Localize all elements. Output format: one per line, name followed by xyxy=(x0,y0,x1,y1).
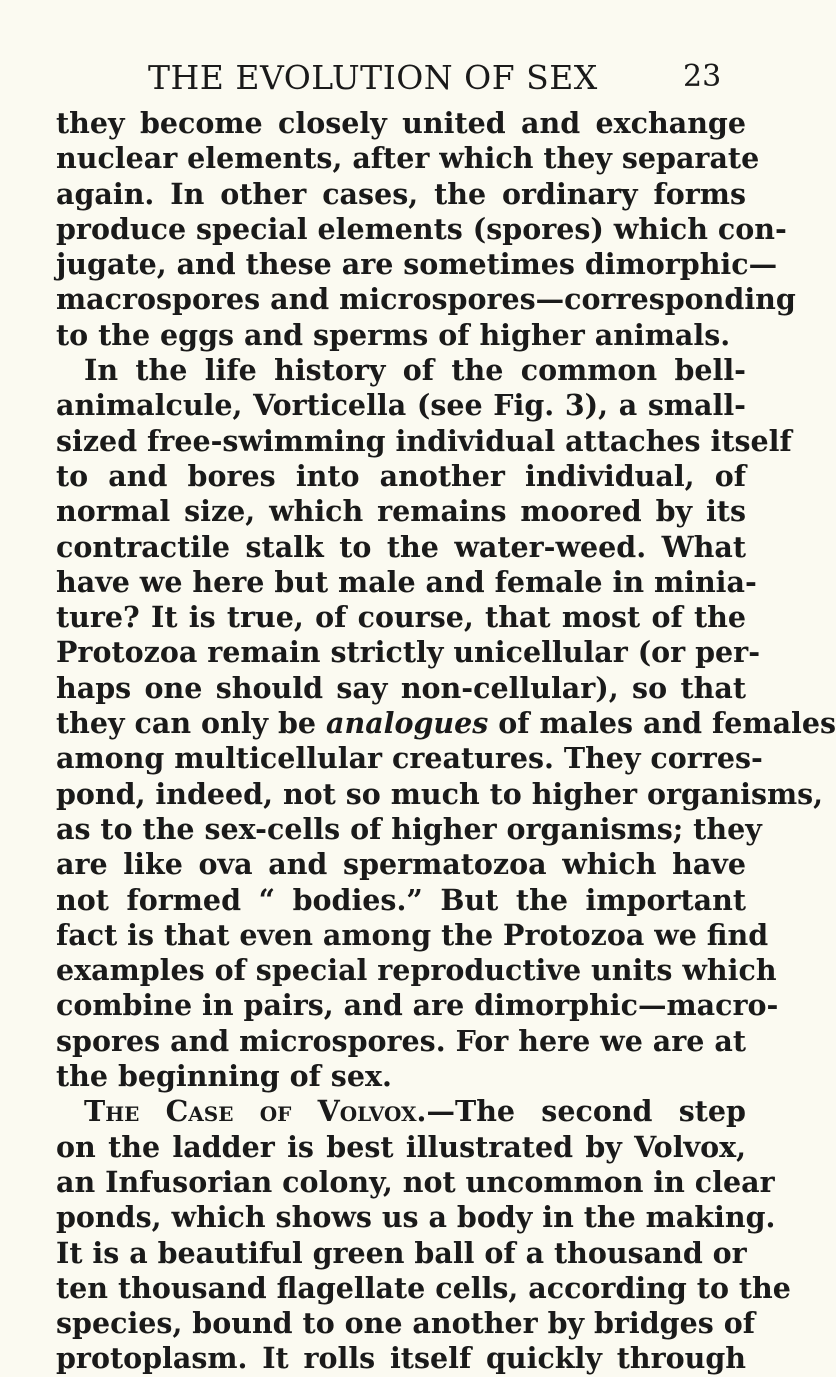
text-line: not formed “ bodies.” But the important xyxy=(56,882,746,917)
text-line: have we here but male and female in minia- xyxy=(56,564,757,599)
running-title: THE EVOLUTION OF SEX xyxy=(148,58,598,97)
text-line: on the ladder is best illustrated by Volvox, xyxy=(56,1129,746,1164)
text-line: pond, indeed, not so much to higher organisms, xyxy=(56,776,824,811)
text-line: contractile stalk to the water-weed. What xyxy=(56,529,746,564)
body-text xyxy=(56,106,836,1377)
text-line: are like ova and spermatozoa which have xyxy=(56,847,746,882)
text-line: Protozoa remain strictly unicellular (or per- xyxy=(56,635,761,670)
text-line: ture? It is true, of course, that most of the xyxy=(56,600,746,635)
text-line: normal size, which remains moored by its xyxy=(56,494,746,529)
running-head xyxy=(0,58,800,98)
text-line: examples of special reproductive units which xyxy=(56,953,777,988)
text-line: an Infusorian colony, not uncommon in clear xyxy=(56,1164,775,1199)
text-line: sized free-swimming individual attaches itself xyxy=(56,423,792,458)
text-line: ten thousand flagellate cells, according to the xyxy=(56,1270,791,1305)
text-line: among multicellular creatures. They corres- xyxy=(56,741,763,776)
text-line: animalcule, Vorticella (see Fig. 3), a small- xyxy=(56,388,746,423)
text-line xyxy=(56,706,836,741)
text-line: produce special elements (spores) which con- xyxy=(56,211,787,246)
section-heading-line xyxy=(56,1094,746,1129)
text-line: protoplasm. It rolls itself quickly through xyxy=(56,1341,746,1376)
text-line: It is a beautiful green ball of a thousand or xyxy=(56,1235,747,1270)
text-line: nuclear elements, after which they separate xyxy=(56,141,760,176)
text-line: species, bound to one another by bridges of xyxy=(56,1306,755,1341)
section-heading: The Case of Volvox. xyxy=(84,1094,427,1129)
text-line: combine in pairs, and are dimorphic—macro- xyxy=(56,988,779,1023)
text-line: fact is that even among the Protozoa we find xyxy=(56,917,769,952)
text-line: ponds, which shows us a body in the making. xyxy=(56,1200,776,1235)
text-line: to the eggs and sperms of higher animals. xyxy=(56,317,731,352)
text-line: spores and microspores. For here we are at xyxy=(56,1023,746,1058)
text-run: —The second step xyxy=(426,1094,746,1129)
text-line: as to the sex-cells of higher organisms; they xyxy=(56,811,762,846)
text-line: macrospores and microspores—corresponding xyxy=(56,282,796,317)
text-line: again. In other cases, the ordinary forms xyxy=(56,176,746,211)
text-run: of males and females xyxy=(488,706,836,741)
paragraph-start-line: In the life history of the common bell- xyxy=(84,353,746,388)
text-run: they can only be xyxy=(56,706,326,741)
text-line: they become closely united and exchange xyxy=(56,106,746,140)
page-number: 23 xyxy=(683,59,722,94)
text-line: jugate, and these are sometimes dimorphic— xyxy=(56,247,778,282)
text-line: to and bores into another individual, of xyxy=(56,458,746,493)
text-line: haps one should say non-cellular), so that xyxy=(56,670,746,705)
text-line: the beginning of sex. xyxy=(56,1059,392,1094)
italic-term: analogues xyxy=(326,706,489,741)
